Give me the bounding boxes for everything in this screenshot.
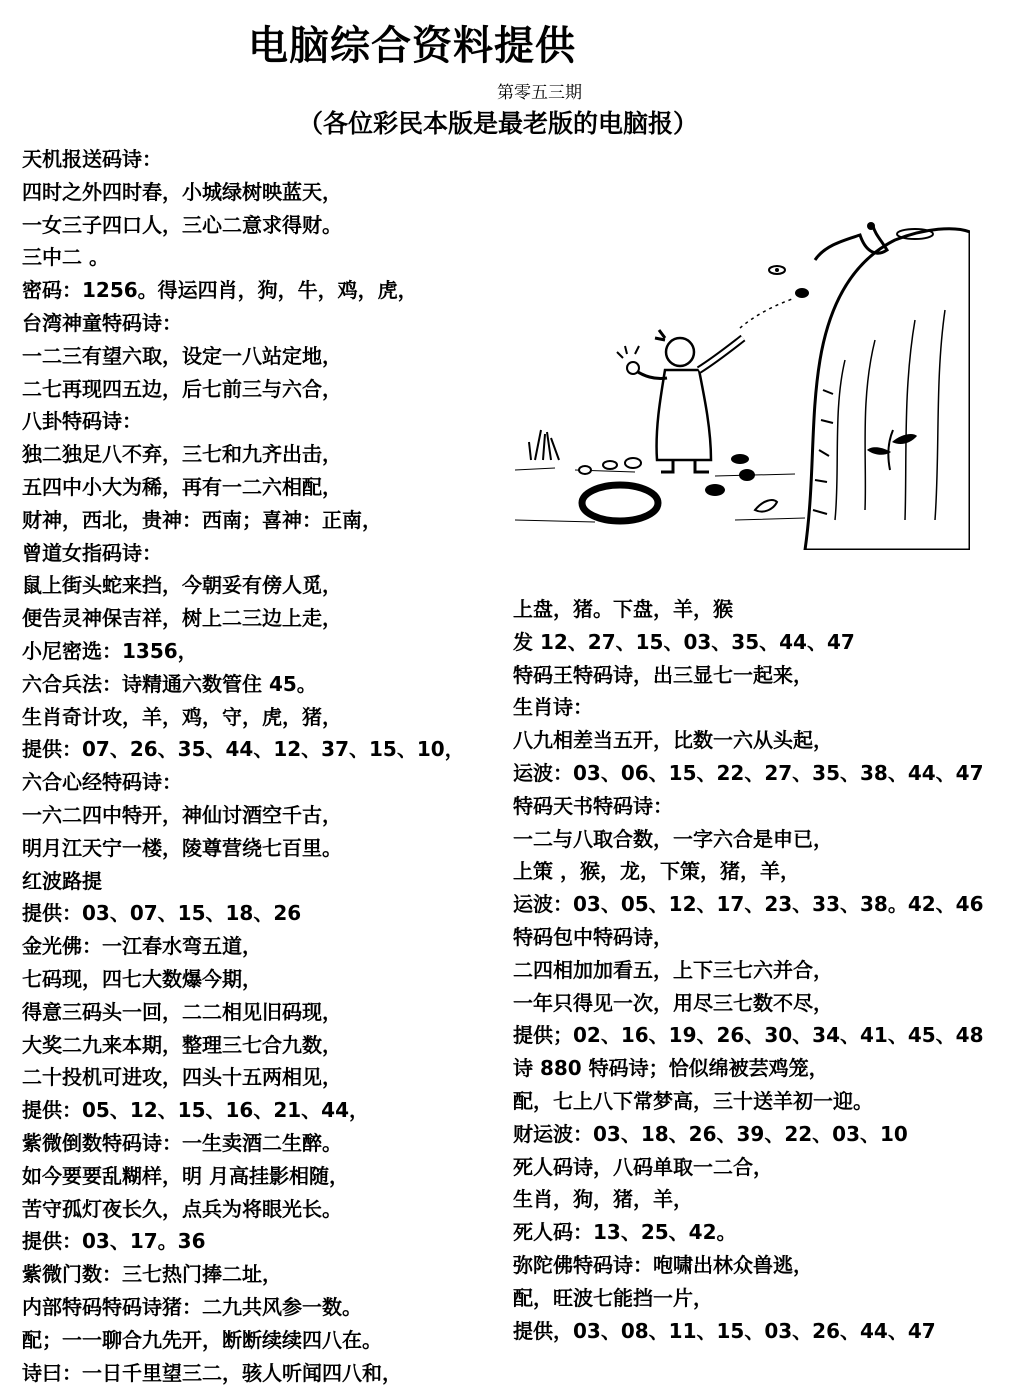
text-line: 七码现，四七大数爆今期， [22,967,262,991]
text-line: 六合兵法：诗精通六数管住 45。 [22,671,317,696]
text-line: 紫微倒数特码诗：一生卖酒二生醉。 [22,1131,342,1155]
text-line: 一二与八取合数，一字六合是申已， [513,826,833,851]
illustration [515,220,970,550]
text-line: 上盘，猪。下盘，羊，猴 [513,597,733,621]
text-line: 诗曰：一日千里望三二，骇人听闻四八和， [22,1360,402,1385]
text-line: 诗 880 特码诗；恰似绵被芸鸡笼， [513,1056,829,1081]
text-line: 苦守孤灯夜长久，点兵为将眼光长。 [22,1196,342,1221]
text-line: 上策 ，猴，龙，下策，猪，羊， [513,859,800,884]
text-line: 二四相加加看五，上下三七六并合， [513,957,833,982]
text-line: 提供；02、16、19、26、30、34、41、45、48 [513,1023,984,1048]
text-line: 一女三子四口人，三心二意求得财。 [22,212,342,237]
text-line: 死人码：13、25、42。 [513,1220,737,1245]
text-line: 大奖二九来本期，整理三七合九数， [22,1032,342,1057]
text-line: 生肖奇计攻，羊，鸡，守，虎，猪， [22,704,342,729]
text-line: 台湾神童特码诗： [22,311,182,335]
text-line: 小尼密选：1356， [22,639,198,663]
text-line: 提供：03、17。36 [22,1229,206,1254]
text-line: 便告灵神保吉祥，树上二三边上走， [22,606,342,631]
text-line: 特码王特码诗，出三显七一起来， [513,662,813,687]
text-line: 配，旺波七能挡一片， [513,1285,713,1310]
text-line: 五四中小大为稀，再有一二六相配， [22,475,342,499]
text-line: 配，七上八下常梦高，三十送羊初一迎。 [513,1089,873,1113]
text-line: 如今要要乱糊样，明 月高挂影相随， [22,1163,349,1188]
text-line: 红波路提 [22,868,102,893]
text-line: 一年只得见一次，用尽三七数不尽， [513,990,833,1015]
text-line: 明月江天宁一楼，陵尊营绕七百里。 [22,835,342,860]
text-line: 六合心经特码诗： [22,770,182,795]
text-line: 一六二四中特开，神仙讨酒空千古， [22,803,342,827]
text-line: 运波：03、06、15、22、27、35、38、44、47 [513,761,984,785]
text-line: 特码天书特码诗： [513,793,673,818]
text-line: 得意三码头一回，二二相见旧码现， [22,999,342,1024]
page-title: 电脑综合资料提供 [248,23,576,69]
text-line: 四时之外四时春，小城绿树映蓝天， [22,179,342,204]
text-line: 天机报送码诗： [22,147,162,171]
text-line: 发 12、27、15、03、35、44、47 [513,629,855,654]
text-line: 密码：1256。得运四肖，狗，牛，鸡，虎， [22,278,418,303]
text-line: 运波：03、05、12、17、23、33、38。42、46 [513,892,984,917]
text-line: 曾道女指码诗： [22,540,162,565]
text-line: 生肖，狗，猪，羊， [513,1187,693,1212]
text-line: 提供：05、12、15、16、21、44， [22,1098,369,1123]
cliff-shape [805,229,970,550]
text-line: 独二独足八不弃，三七和九齐出击， [22,442,342,467]
text-line: 生肖诗： [513,695,593,720]
text-line: 八卦特码诗： [22,409,142,434]
text-line: 内部特码特码诗猪：二九共风参一数。 [22,1295,362,1319]
text-line: 财神，西北，贵神：西南；喜神：正南， [22,507,382,532]
page-subtitle: （各位彩民本版是最老版的电脑报） [298,109,699,138]
text-line: 金光佛：一江春水弯五道， [22,934,262,959]
text-line: 特码包中特码诗， [513,925,673,949]
text-line: 紫微门数：三七热门捧二址， [22,1262,282,1287]
text-line: 八九相差当五开，比数一六从头起， [513,728,833,753]
issue-number: 第零五三期 [497,83,582,103]
text-line: 提供：07、26、35、44、12、37、15、10， [22,737,465,762]
text-line: 弥陀佛特码诗：咆啸出林众兽逃， [513,1253,813,1277]
text-line: 鼠上街头蛇来挡，今朝妥有傍人觅， [22,573,342,598]
text-line: 二七再现四五边，后七前三与六合， [22,376,342,401]
text-line: 二十投机可进攻，四头十五两相见， [22,1065,342,1090]
text-line: 提供：03、07、15、18、26 [22,901,302,926]
text-line: 死人码诗，八码单取一二合， [513,1154,773,1179]
text-line: 一二三有望六取，设定一八站定地， [22,343,342,368]
text-line: 财运波：03、18、26、39、22、03、10 [513,1121,908,1146]
text-line: 配；一一聊合九先开，断断续续四八在。 [22,1327,382,1352]
text-line: 三中二 。 [22,245,109,270]
text-line: 提供，03、08、11、15、03、26、44、47 [513,1318,936,1343]
